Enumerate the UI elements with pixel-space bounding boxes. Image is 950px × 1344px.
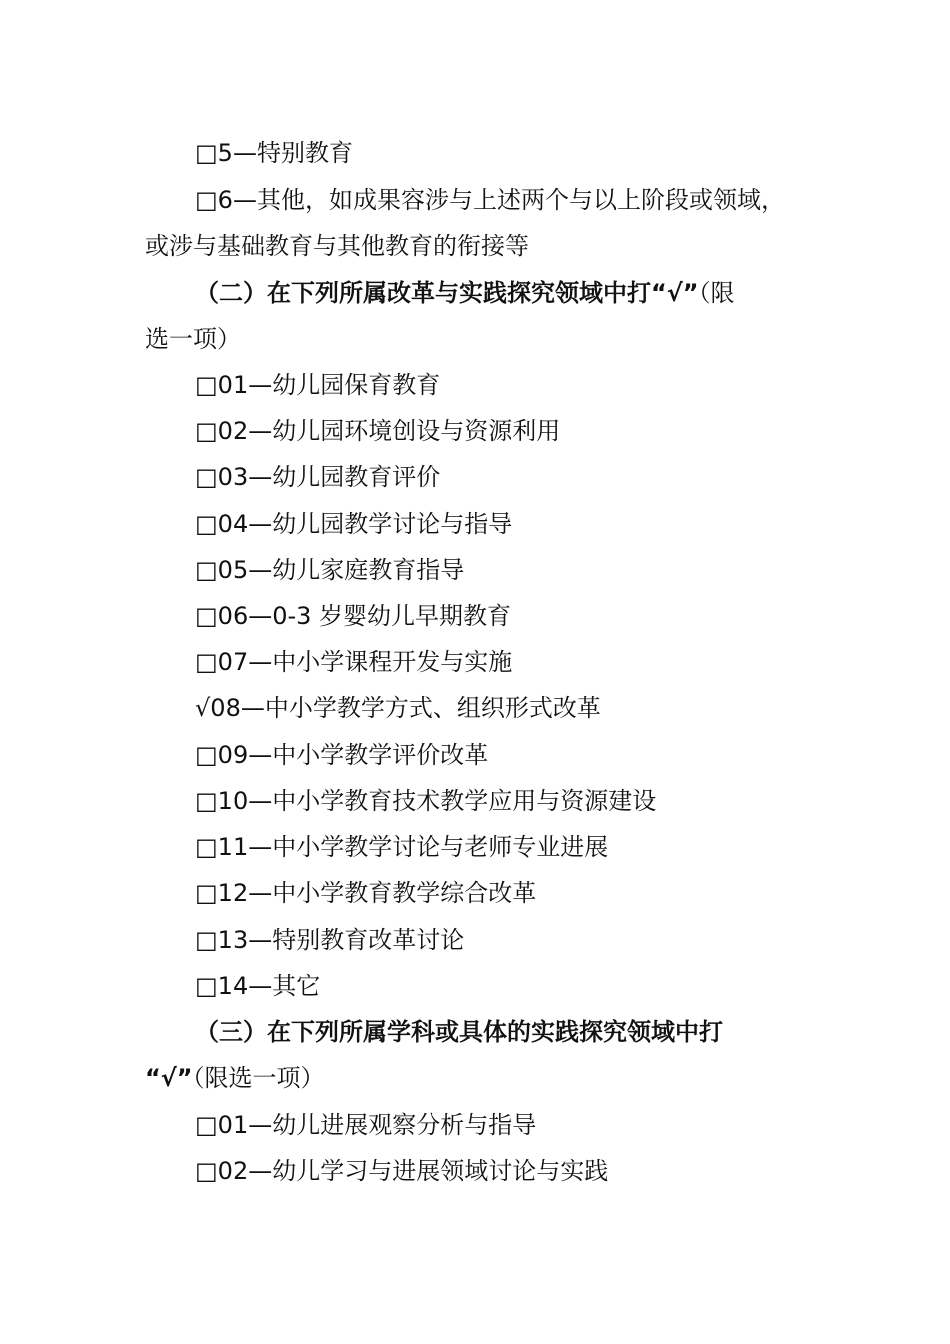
- list-item: □09—中小学教学评价改革: [195, 741, 489, 769]
- section3-limit-text: （限选一项）: [192, 1064, 325, 1092]
- list-item: □13—特别教育改革讨论: [195, 926, 465, 954]
- list-item: □01—幼儿进展观察分析与指导: [195, 1111, 537, 1139]
- section3-heading-continuation: [145, 1063, 825, 1093]
- list-item: □03—幼儿园教育评价: [195, 463, 441, 491]
- list-item: □05—幼儿家庭教育指导: [195, 556, 465, 584]
- section3-check-mark-text: “√”: [145, 1064, 193, 1092]
- list-item: □10—中小学教育技术教学应用与资源建设: [195, 787, 657, 815]
- option-other: □6—其他，如成果容涉与上述两个与以上阶段或领域，: [195, 186, 785, 214]
- section2-heading-bold: （二）在下列所属改革与实践探究领域中打“√”: [195, 279, 699, 307]
- list-item: □02—幼儿园环境创设与资源利用: [195, 417, 561, 445]
- list-item: □12—中小学教育教学综合改革: [195, 879, 537, 907]
- section3-heading: （三）在下列所属学科或具体的实践探究领域中打: [195, 1018, 723, 1046]
- list-item: □01—幼儿园保育教育: [195, 371, 441, 399]
- section2-heading: [195, 278, 875, 308]
- list-item: □02—幼儿学习与进展领域讨论与实践: [195, 1157, 609, 1185]
- section2-heading-continuation: 选一项）: [145, 325, 241, 353]
- list-item-checked: √08—中小学教学方式、组织形式改革: [195, 694, 601, 722]
- section2-heading-suffix: （限: [698, 279, 735, 307]
- list-item: □04—幼儿园教学讨论与指导: [195, 510, 513, 538]
- list-item: □11—中小学教学讨论与老师专业进展: [195, 833, 609, 861]
- list-item: □06—0-3 岁婴幼儿早期教育: [195, 602, 512, 630]
- list-item: □14—其它: [195, 972, 321, 1000]
- option-other-continuation: 或涉与基础教育与其他教育的衔接等: [145, 232, 529, 260]
- list-item: □07—中小学课程开发与实施: [195, 648, 513, 676]
- option-special-education: □5—特别教育: [195, 139, 353, 167]
